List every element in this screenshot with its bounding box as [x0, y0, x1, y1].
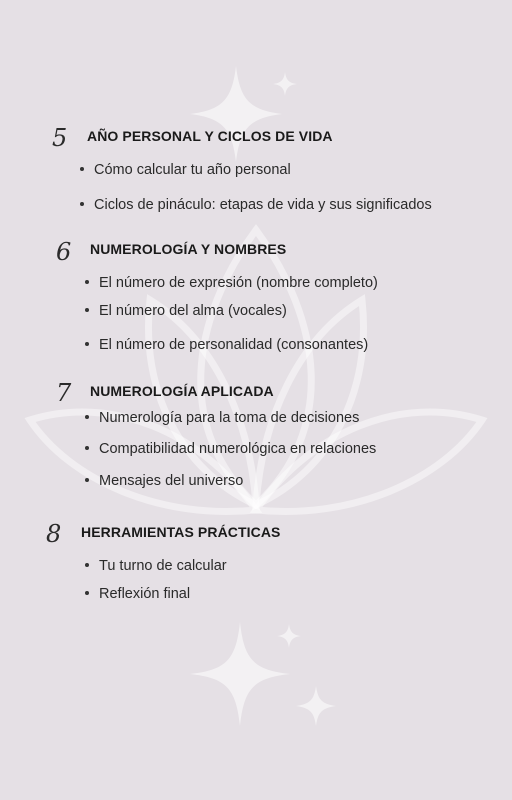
- list-item: [85, 441, 376, 457]
- bullet-icon: [85, 308, 89, 312]
- bullet-icon: [85, 478, 89, 482]
- list-item: [85, 337, 368, 353]
- section-number: 5: [52, 124, 68, 152]
- list-item: [85, 473, 243, 489]
- bullet-icon: [85, 415, 89, 419]
- section-number: 7: [56, 379, 72, 407]
- list-item-text: El número de expresión (nombre completo): [99, 275, 378, 291]
- bullet-icon: [85, 563, 89, 567]
- section-title: NUMEROLOGÍA Y NOMBRES: [90, 241, 287, 257]
- list-item: [80, 162, 291, 178]
- section-title: NUMEROLOGÍA APLICADA: [90, 383, 274, 399]
- section-title: HERRAMIENTAS PRÁCTICAS: [81, 524, 281, 540]
- bullet-icon: [85, 342, 89, 346]
- list-item: [85, 558, 227, 574]
- bullet-icon: [85, 280, 89, 284]
- list-item-text: El número de personalidad (consonantes): [99, 337, 369, 353]
- section-number: 8: [46, 520, 62, 548]
- list-item: [85, 410, 359, 426]
- section-number: 6: [56, 238, 72, 266]
- list-item-text: Reflexión final: [99, 586, 191, 602]
- list-item-text: Numerología para la toma de decisiones: [99, 410, 360, 426]
- list-item: [85, 586, 190, 602]
- list-item-text: Ciclos de pináculo: etapas de vida y sus significados: [94, 197, 432, 213]
- list-item: [80, 197, 432, 213]
- bullet-icon: [85, 446, 89, 450]
- list-item-text: Tu turno de calcular: [99, 558, 227, 574]
- bullet-icon: [80, 167, 84, 171]
- list-item: [85, 275, 378, 291]
- list-item-text: Mensajes del universo: [99, 473, 244, 489]
- list-item-text: Compatibilidad numerológica en relaciones: [99, 441, 377, 457]
- bullet-icon: [85, 591, 89, 595]
- list-item: [85, 303, 287, 319]
- list-item-text: El número del alma (vocales): [99, 303, 287, 319]
- list-item-text: Cómo calcular tu año personal: [94, 162, 291, 178]
- section-title: AÑO PERSONAL Y CICLOS DE VIDA: [87, 128, 333, 144]
- bullet-icon: [80, 202, 84, 206]
